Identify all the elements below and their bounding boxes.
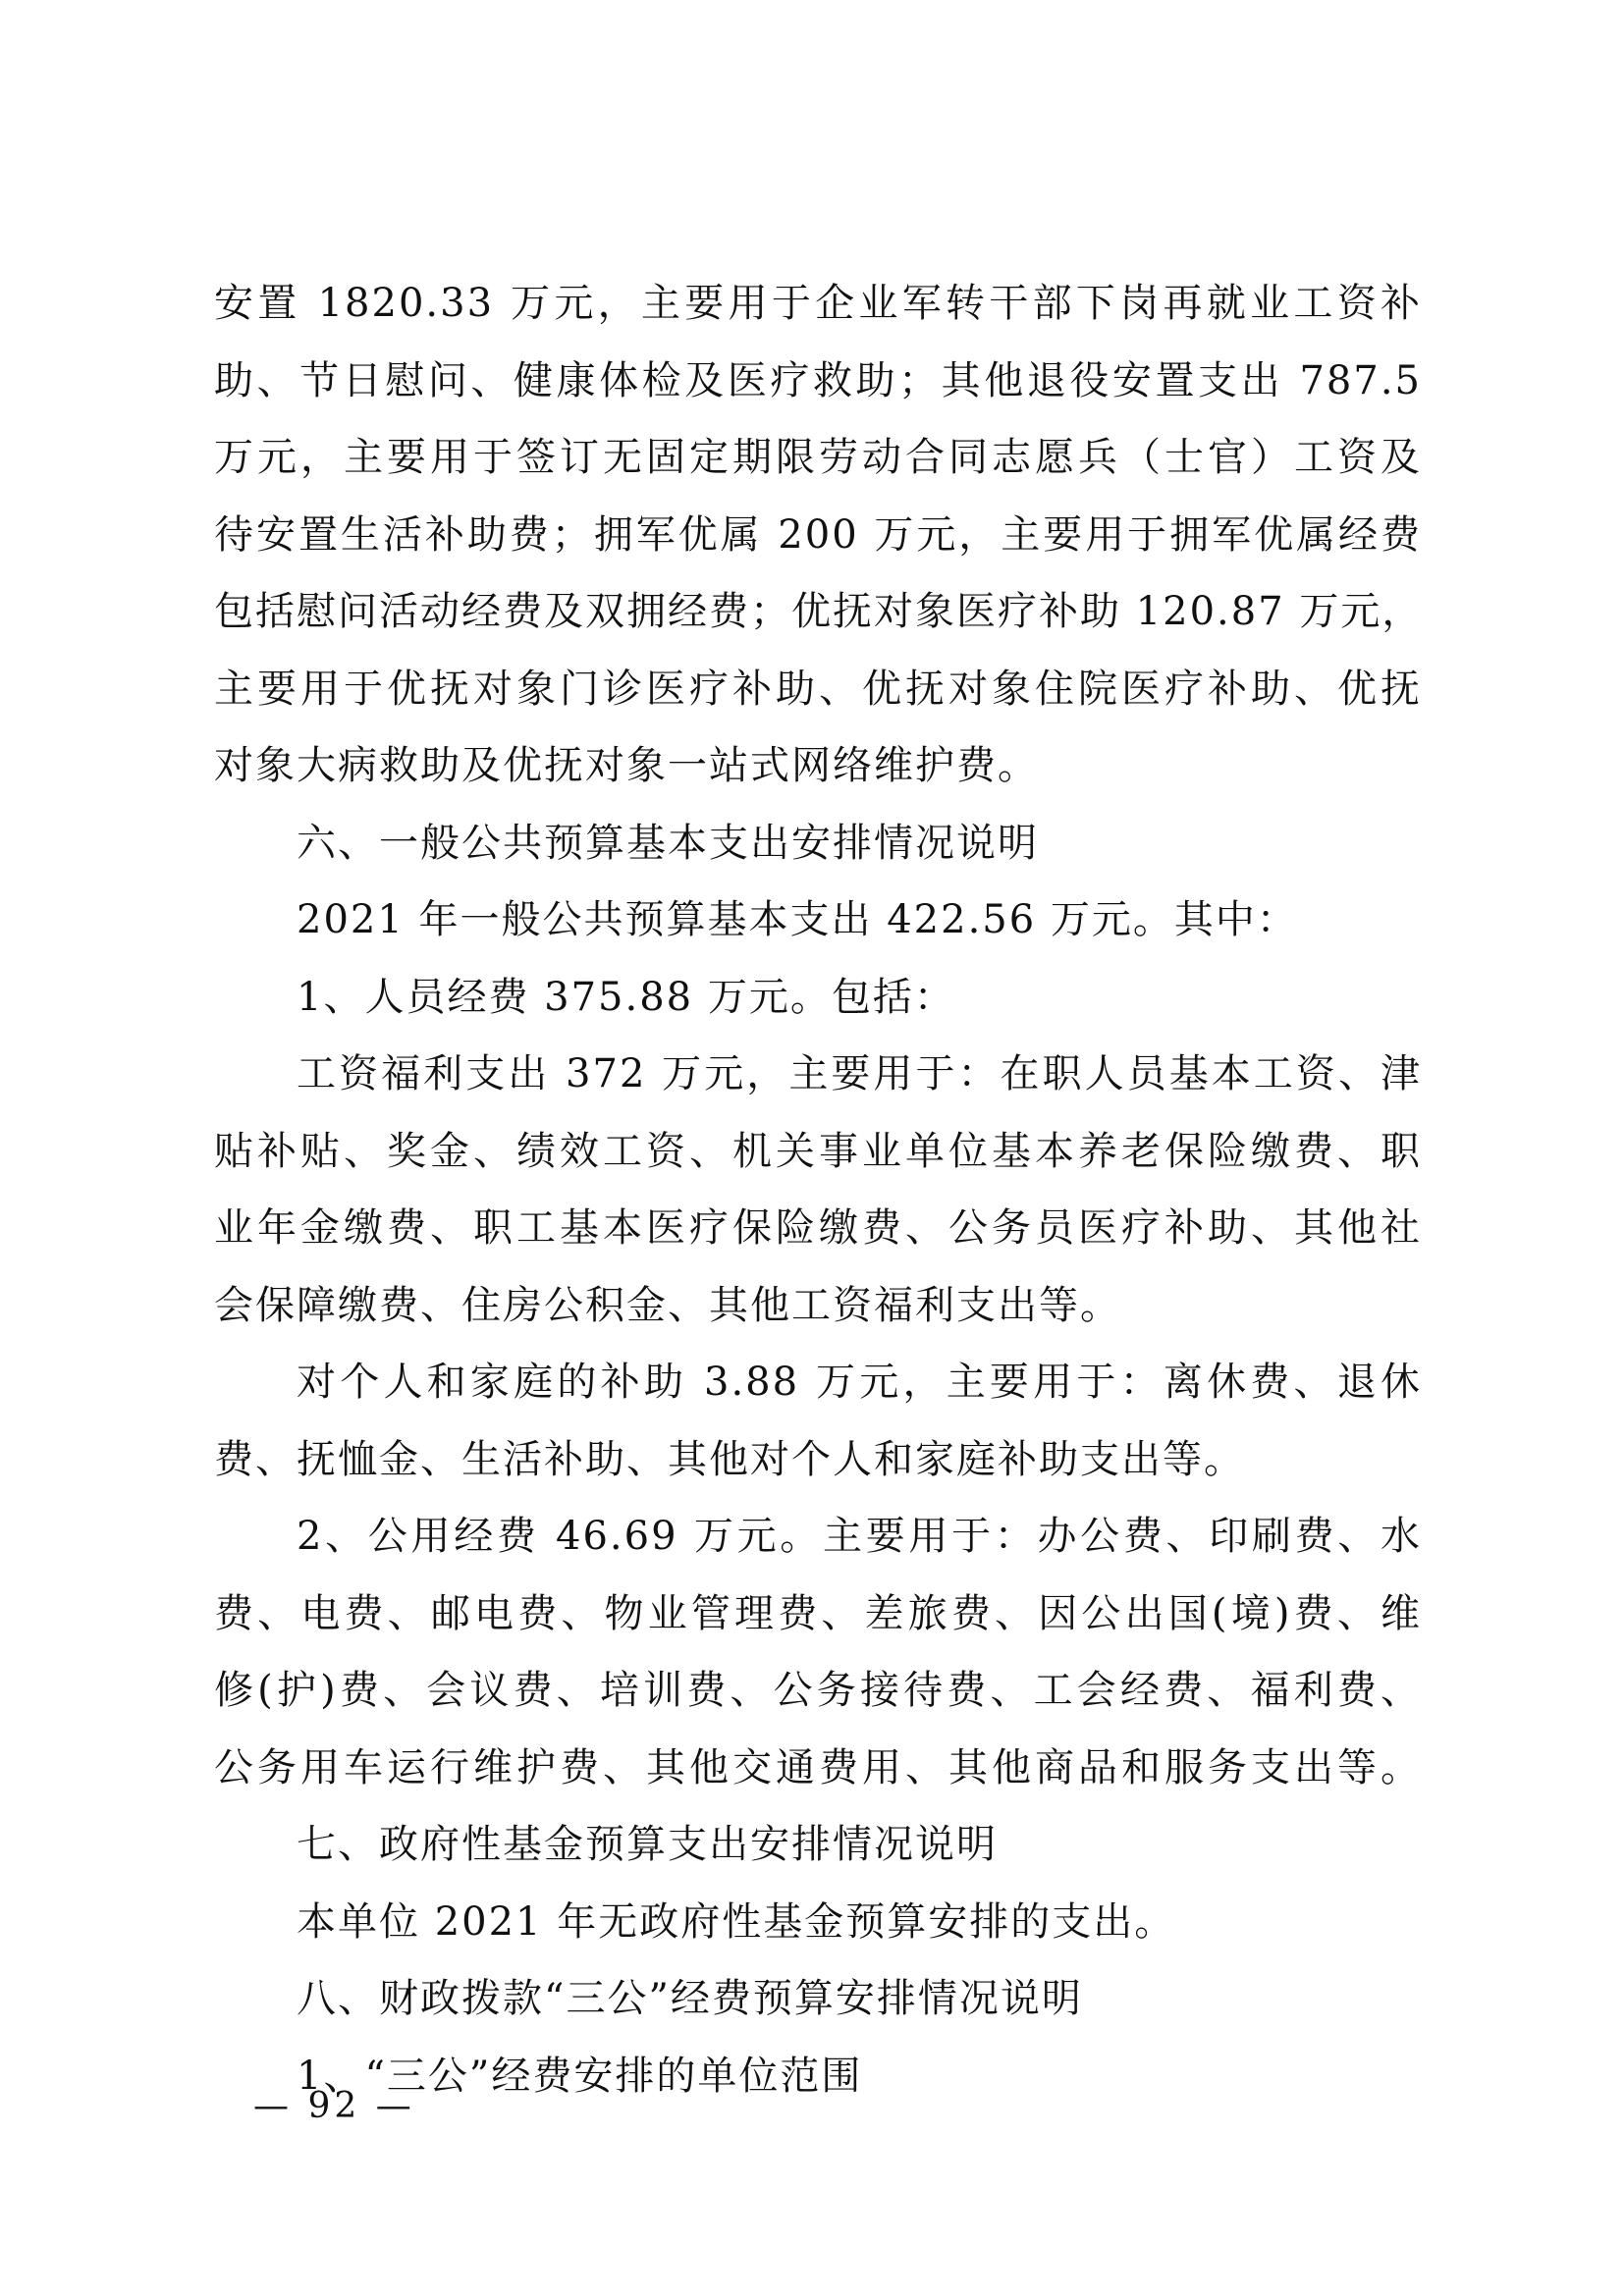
text-line: 费、抚恤金、生活补助、其他对个人和家庭补助支出等。 [214, 1436, 1245, 1482]
page-number: — 92 — [253, 2086, 415, 2126]
text-line: 安置 1820.33 万元，主要用于企业军转干部下岗再就业工资补 [214, 281, 1422, 326]
subsection-heading-public: 2、公用经费 46.69 万元。主要用于：办公费、印刷费、水 [297, 1514, 1422, 1559]
text-line: 公务用车运行维护费、其他交通费用、其他商品和服务支出等。 [214, 1744, 1422, 1790]
section-heading-6: 六、一般公共预算基本支出安排情况说明 [297, 820, 1039, 866]
text-line: 贴补贴、奖金、绩效工资、机关事业单位基本养老保险缴费、职 [214, 1128, 1422, 1174]
section-heading-8: 八、财政拨款“三公”经费预算安排情况说明 [297, 1976, 1083, 2021]
text-line: 包括慰问活动经费及双拥经费；优抚对象医疗补助 120.87 万元， [214, 589, 1424, 634]
subsection-heading-personnel: 1、人员经费 375.88 万元。包括： [297, 974, 955, 1020]
text-line: 主要用于优抚对象门诊医疗补助、优抚对象住院医疗补助、优抚 [214, 666, 1422, 712]
text-line: 修(护)费、会议费、培训费、公务接待费、工会经费、福利费、 [214, 1668, 1422, 1713]
document-body [214, 265, 1422, 2114]
text-line: 2021 年一般公共预算基本支出 422.56 万元。其中： [297, 897, 1298, 942]
text-line: 助、节日慰问、健康体检及医疗救助；其他退役安置支出 787.5 [214, 357, 1422, 403]
text-line: 业年金缴费、职工基本医疗保险缴费、公务员医疗补助、其他社 [214, 1205, 1422, 1251]
text-line: 费、电费、邮电费、物业管理费、差旅费、因公出国(境)费、维 [214, 1590, 1422, 1636]
subsection-heading-scope: 1、“三公”经费安排的单位范围 [297, 2053, 863, 2099]
text-line: 待安置生活补助费；拥军优属 200 万元，主要用于拥军优属经费 [214, 511, 1422, 558]
text-line: 对个人和家庭的补助 3.88 万元，主要用于：离休费、退休 [297, 1360, 1422, 1405]
text-line: 万元，主要用于签订无固定期限劳动合同志愿兵（士官）工资及 [214, 435, 1422, 480]
section-heading-7: 七、政府性基金预算支出安排情况说明 [297, 1822, 998, 1867]
text-line: 会保障缴费、住房公积金、其他工资福利支出等。 [214, 1282, 1121, 1328]
text-line: 对象大病救助及优抚对象一站式网络维护费。 [214, 743, 1039, 788]
text-line: 工资福利支出 372 万元，主要用于：在职人员基本工资、津 [297, 1051, 1422, 1096]
text-line: 本单位 2021 年无政府性基金预算安排的支出。 [297, 1898, 1176, 1945]
